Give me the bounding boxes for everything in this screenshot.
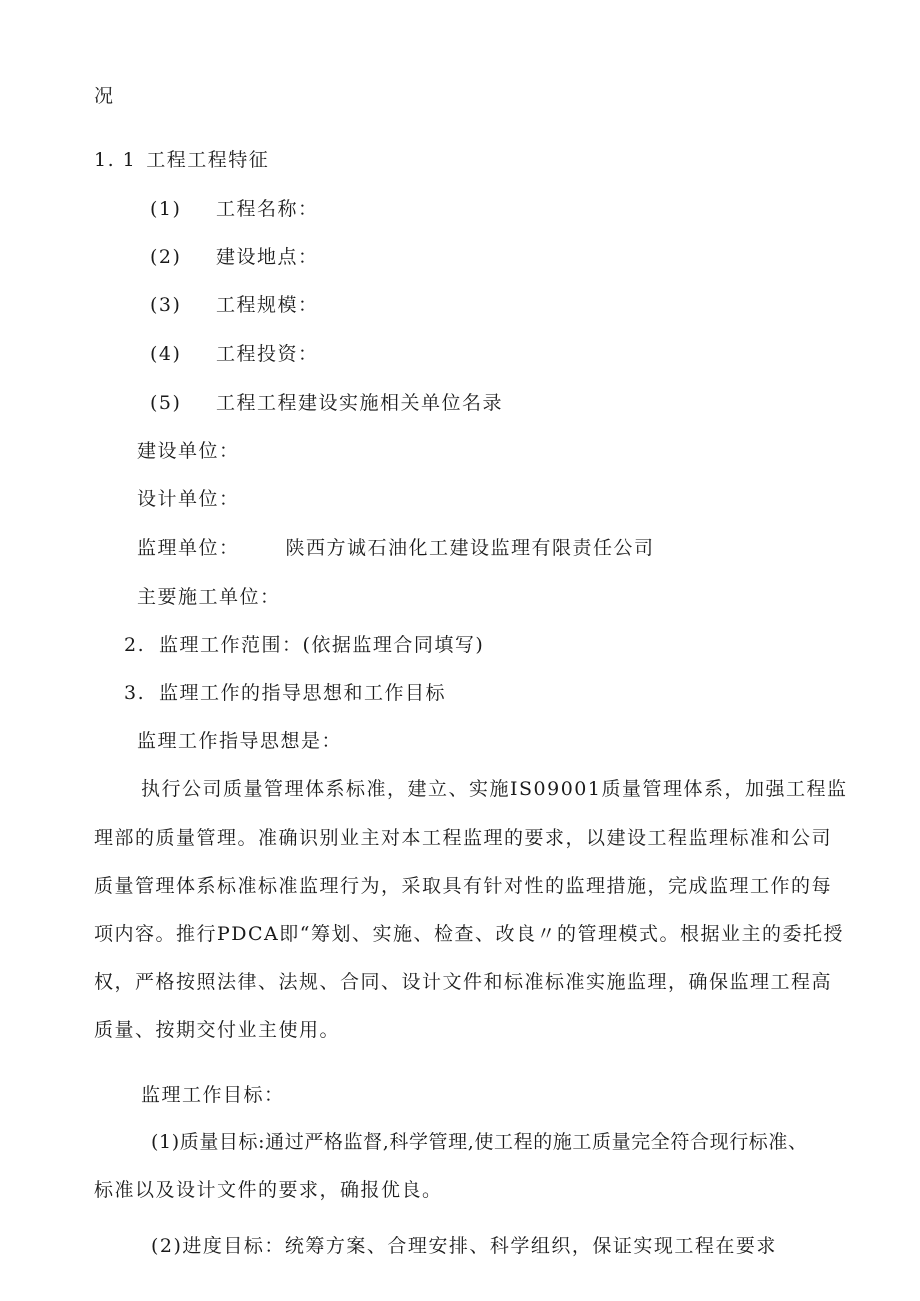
list-item <box>150 342 319 366</box>
paragraph-line: 质量管理体系标准标准监理行为，采取具有针对性的监理措施，完成监理工作的每 <box>94 875 833 897</box>
list-item-text: 工程投资： <box>216 343 319 365</box>
section-3-heading <box>124 681 446 705</box>
top-fragment: 况 <box>94 85 115 107</box>
paragraph-line: 质量、按期交付业主使用。 <box>94 1019 341 1041</box>
list-item-text: 建设地点： <box>216 246 319 268</box>
list-item <box>150 293 319 317</box>
goal-1-line: 标准以及设计文件的要求，确报优良。 <box>94 1179 443 1201</box>
section-2-heading <box>124 633 484 657</box>
construction-unit-label: 建设单位： <box>137 440 240 462</box>
goal-2-line: (2)进度目标：统筹方案、合理安排、科学组织，保证实现工程在要求 <box>151 1235 777 1257</box>
section-3-title: 监理工作的指导思想和工作目标 <box>159 682 447 704</box>
heading-1-1 <box>94 148 269 172</box>
list-item-number: (2) <box>150 246 182 268</box>
list-item-number: (4) <box>150 343 182 365</box>
contractor-unit-label: 主要施工单位： <box>137 586 281 608</box>
supervision-unit <box>137 536 655 560</box>
section-2-number: 2. <box>124 634 146 656</box>
supervision-unit-value: 陕西方诚石油化工建设监理有限责任公司 <box>285 537 655 559</box>
paragraph-line: 项内容。推行PDCA即“筹划、实施、检查、改良〃的管理模式。根据业主的委托授 <box>94 923 844 945</box>
paragraph-line: 执行公司质量管理体系标准，建立、实施IS09001质量管理体系，加强工程监 <box>141 778 848 800</box>
list-item <box>150 391 503 415</box>
list-item-text: 工程名称： <box>216 198 319 220</box>
list-item-text: 工程规模： <box>216 294 319 316</box>
list-item <box>150 245 319 269</box>
heading-1-1-number: 1. 1 <box>94 149 137 171</box>
heading-1-1-title: 工程工程特征 <box>146 149 270 171</box>
goals-label: 监理工作目标： <box>141 1084 285 1106</box>
paragraph-line: 权，严格按照法律、法规、合同、设计文件和标准标准实施监理，确保监理工程高 <box>94 971 833 993</box>
goal-1-line: (1)质量目标:通过严格监督,科学管理,使工程的施工质量完全符合现行标准、 <box>151 1131 808 1153</box>
supervision-unit-label: 监理单位： <box>137 537 240 559</box>
section-3-number: 3. <box>124 682 146 704</box>
design-unit-label: 设计单位： <box>137 488 240 510</box>
section-2-title: 监理工作范围：(依据监理合同填写) <box>159 634 485 656</box>
paragraph-line: 理部的质量管理。准确识别业主对本工程监理的要求，以建设工程监理标准和公司 <box>94 827 833 849</box>
list-item <box>150 197 319 221</box>
guiding-thought-label: 监理工作指导思想是： <box>137 730 343 752</box>
list-item-text: 工程工程建设实施相关单位名录 <box>216 392 504 414</box>
list-item-number: (5) <box>150 392 182 414</box>
list-item-number: (3) <box>150 294 182 316</box>
list-item-number: (1) <box>150 198 182 220</box>
